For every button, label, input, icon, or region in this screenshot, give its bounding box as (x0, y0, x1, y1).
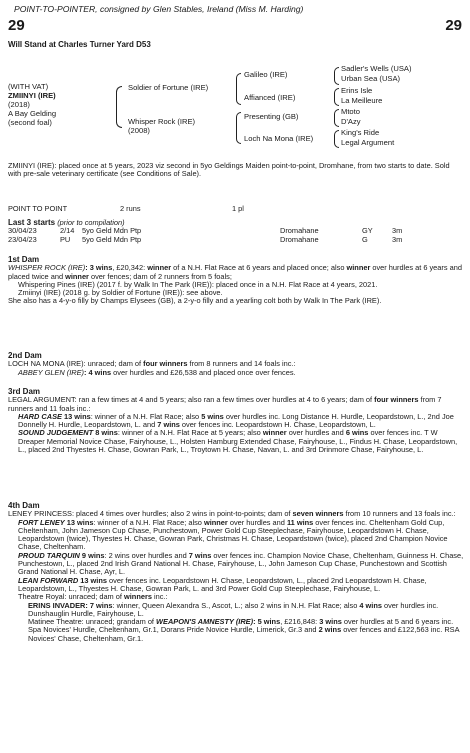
brace-2a (236, 73, 241, 105)
horse-year: (2018) (8, 100, 30, 109)
brace-3a (334, 67, 339, 85)
sire-name: Soldier of Fortune (IRE) (128, 83, 209, 92)
fourth-dam-text: LENEY PRINCESS: placed 4 times over hurdles; also 2 wins in point-to-points; dam of seven winners from 10 runners and 13 foals inc.: (8, 509, 456, 519)
p2p-runs: 2 runs (120, 204, 141, 213)
fourth-dam-section (8, 502, 464, 643)
p2p-placed: 1 pl (232, 204, 244, 213)
progeny-entry: HARD CASE 13 wins: winner of a N.H. Flat Race; also 5 wins over hurdles inc. Long Distance H. Hurdle, Leopardstown, L., 2nd Joe Donnelly H. Hurdle, Leopardstown, L. and 7 wins over fences inc. Leopardstown H. Chase, Leopardstown, L. (18, 411, 454, 430)
last-starts-note: (prior to compilation) (57, 218, 125, 227)
progeny-entry: Zmiinyi (IRE) (2018 g. by Soldier of Fortune (IRE)): see above. (18, 288, 223, 298)
sire-sire: Galileo (IRE) (244, 70, 288, 79)
sd-dam: La Meilleure (341, 96, 383, 105)
brace-3c (334, 109, 339, 127)
progeny-note: She also has a 4-y-o filly by Champs Elysees (GB), a 2-y-o filly and a yearling colt both by Walk In The Park (IRE). (8, 296, 382, 306)
progeny-entry: Matinee Theatre: unraced; grandam of WEAPON'S AMNESTY (IRE): 5 wins, £216,848: 3 wins over hurdles at 5 and 6 years inc. Spa Novices' Hurdle, Cheltenham, Gr.1, Dorans Pride Novice Hurdle, Limerick, Gr.3 and 2 wins over fences and £122,563 inc. RSA Novices' Chase, Cheltenham, Gr.1. (28, 617, 460, 643)
third-dam-heading: 3rd Dam (8, 387, 41, 396)
progeny-entry: Theatre Royal: unraced; dam of winners inc.: (18, 592, 168, 602)
lot-number-right: 29 (445, 17, 462, 34)
progeny-entry: Whispering Pines (IRE) (2017 f. by Walk In The Park (IRE)): placed once in a N.H. Flat Race at 4 years, 2021. (18, 279, 378, 289)
progeny-entry: ERINS INVADER: 7 wins: winner, Queen Alexandra S., Ascot, L.; also 2 wins in N.H. Flat Race; also 4 wins over hurdles inc. Dunshauglin Hurdle, Fairyhouse, L. (28, 600, 439, 618)
ds-dam: D'Azy (341, 117, 361, 126)
third-dam-text: LEGAL ARGUMENT: ran a few times at 4 and 5 years; also ran a few times over hurdles at 4 to 6 years; dam of four winners from 7 runners and 11 foals inc.: (8, 395, 442, 413)
ds-sire: Mtoto (341, 107, 360, 116)
progeny-entry: ABBEY GLEN (IRE): 4 wins over hurdles and £26,538 and placed once over fences. (18, 367, 296, 377)
dam-sire: Presenting (GB) (244, 112, 299, 121)
dam-name: Whisper Rock (IRE) (128, 117, 196, 126)
ss-sire: Sadler's Wells (USA) (341, 64, 412, 73)
progeny-entry: LEAN FORWARD 13 wins over fences inc. Leopardstown H. Chase, Leopardstown, L., placed 2nd Leopardstown H. Chase, Leopardstown, L., Thyestes H. Chase, Gowran Park, L. and 3rd Power Gold Cup Steeplechase, Fairyhouse, L. (18, 575, 427, 593)
second-dam-section (8, 352, 464, 377)
dd-dam: Legal Argument (341, 138, 395, 147)
ss-dam: Urban Sea (USA) (341, 74, 401, 83)
vat-note: (WITH VAT) (8, 82, 49, 91)
p2p-label: POINT TO POINT (8, 204, 68, 213)
race-row: 23/04/23 PU 5yo Geld Mdn Ptp Dromahane G 3m (8, 234, 403, 244)
last-starts-title: Last 3 starts (8, 218, 56, 227)
horse-name: ZMIINYI (IRE) (8, 91, 56, 100)
catalogue-heading: POINT-TO-POINTER, consigned by Glen Stables, Ireland (Miss M. Harding) (14, 4, 304, 14)
progeny-entry: FORT LENEY 13 wins: winner of a N.H. Flat Race; also winner over hurdles and 11 wins over fences inc. Cheltenham Gold Cup, Cheltenham, John Jameson Cup Chase, Punchestown, Power Gold Cup Steeplechase, Fairyhouse, Leopardstown H. Chase, Leopardstown (twice), Thyestes H. Chase, Gowran Park, Christmas H. Chase, Leopardstown (twice), placed 2nd Champion Novice Chase, Cheltenham. (18, 517, 448, 552)
second-dam-text: LOCH NA MONA (IRE): unraced; dam of four winners from 8 runners and 14 foals inc.: (8, 359, 296, 369)
second-dam-heading: 2nd Dam (8, 351, 42, 360)
brace-3d (334, 130, 339, 148)
last-starts (8, 219, 464, 244)
brace-1 (116, 86, 122, 128)
sire-dam: Affianced (IRE) (244, 93, 296, 102)
dd-sire: King's Ride (341, 128, 380, 137)
horse-summary: ZMIINYI (IRE): placed once at 5 years, 2023 viz second in 5yo Geldings Maiden point-to-point, Dromhane, from two starts to date. Sold with pre-sale veterinary certificate (see Conditions of Sale). (8, 161, 450, 179)
brace-2b (236, 112, 241, 144)
first-dam-heading: 1st Dam (8, 255, 40, 264)
stand-location: Will Stand at Charles Turner Yard D53 (8, 40, 151, 49)
dam-dam: Loch Na Mona (IRE) (244, 134, 314, 143)
fourth-dam-heading: 4th Dam (8, 501, 40, 510)
first-dam-text: WHISPER ROCK (IRE): 3 wins, £20,342: winner of a N.H. Flat Race at 6 years and placed once; also winner over hurdles at 6 years and placed twice and winner over fences; dam of 2 runners from 5 foals; (8, 263, 462, 281)
race-row: 30/04/23 2/14 5yo Geld Mdn Ptp Dromahane GY 3m (8, 226, 403, 236)
progeny-entry: PROUD TARQUIN 9 wins: 2 wins over hurdles and 7 wins over fences inc. Champion Novice Chase, Cheltenham, Guinness H. Chase, Punchestown, L., placed 2nd Irish Grand National H. Chase, Fairyhouse, L., John Jameson Cup Chase, Punchestown and Scottish Grand National H. Chase, Ayr, L. (18, 550, 464, 577)
dam-year: (2008) (128, 126, 150, 135)
sd-sire: Erins Isle (341, 86, 373, 95)
progeny-entry: SOUND JUDGEMENT 8 wins: winner of a N.H. Flat Race at 5 years; also winner over hurdles and 6 wins over fences inc. T W Dreaper Memorial Novice Chase, Fairyhouse, L., Holsten Hamburg Extended Chase, Fairyhouse, L., Findus H. Chase, Leopardstown, L., placed 2nd Thyestes H. Chase, Gowran Park, L., Troytown H. Chase, Navan, L. and 3rd Drinmore Chase, Fairyhouse, L. (18, 428, 458, 455)
horse-description: A Bay Gelding (8, 109, 57, 118)
third-dam-section (8, 388, 464, 454)
brace-3b (334, 88, 339, 106)
first-dam-section (8, 256, 464, 306)
foal-note: (second foal) (8, 118, 52, 127)
lot-number-left: 29 (8, 17, 25, 34)
